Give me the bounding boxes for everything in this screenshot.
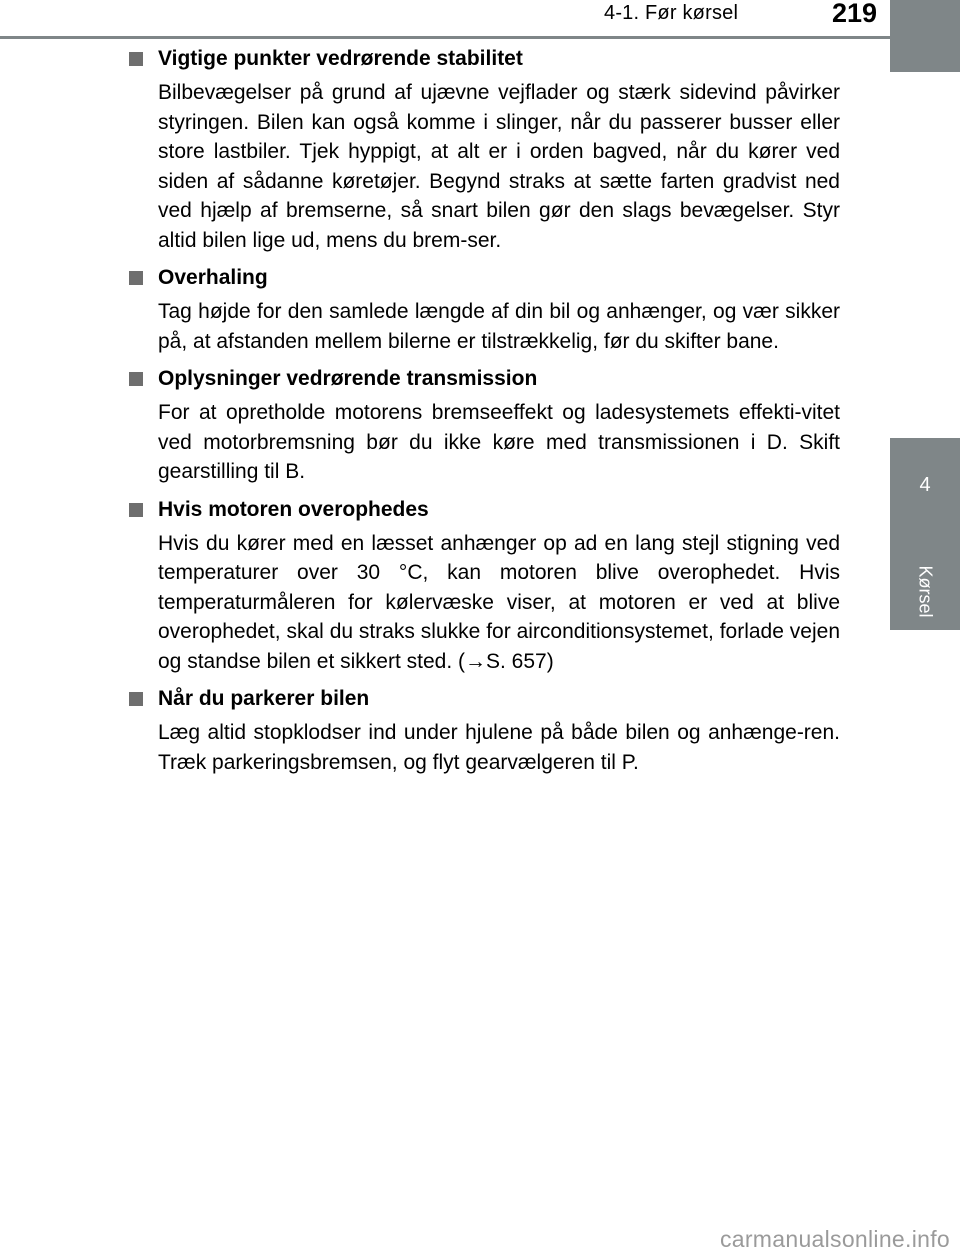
- section-body: Tag højde for den samlede længde af din bil og anhænger, og vær sikker på, at afstanden mellem bilerne er tilstrækkelig, før du skifter bane.: [158, 300, 840, 353]
- section-body: Bilbevægelser på grund af ujævne vejflader og stærk sidevind påvirker styringen. Bilen kan også komme i slinger, når du passerer busser eller store lastbiler. Tjek hyppigt, at alt er i orden bagved, når du kører ved siden af sådanne køretøjer. Begynd straks at sætte farten gradvist ned ved hjælp af bremserne, så snart bilen gør den slags bevægelser. Styr altid bilen lige ud, mens du brem-ser.: [158, 81, 840, 252]
- square-bullet-icon: [129, 52, 143, 66]
- section-heading-text: Overhaling: [158, 266, 268, 289]
- section-heading: [128, 263, 840, 293]
- section-body: For at opretholde motorens bremseeffekt og ladesystemets effekti-vitet ved motorbremsning bør du ikke køre med transmissionen i D. Skift gearstilling til B.: [158, 401, 840, 483]
- chapter-number: 4: [919, 474, 931, 496]
- square-bullet-icon: [129, 372, 143, 386]
- section-heading: [128, 684, 840, 714]
- section-heading: [128, 44, 840, 74]
- chapter-title-container: [899, 556, 951, 626]
- section-transmission: [128, 364, 840, 487]
- side-tab-top: [890, 0, 960, 72]
- section-overheating: [128, 495, 840, 677]
- square-bullet-icon: [129, 692, 143, 706]
- page-number: 219: [832, 0, 878, 28]
- header-divider: [0, 36, 890, 39]
- section-body: Hvis du kører med en læsset anhænger op ad en lang stejl stigning ved temperaturer over 30 °C, kan motoren blive overophedet. Hvis temperaturmåleren for kølervæske viser, at motoren er ved at blive overophedet, skal du straks slukke for airconditionsystemet, forlade vejen og standse bilen et sikkert sted. (→S. 657): [158, 531, 840, 673]
- section-heading-text: Oplysninger vedrørende transmission: [158, 367, 538, 390]
- square-bullet-icon: [129, 271, 143, 285]
- square-bullet-icon: [129, 503, 143, 517]
- section-heading: [128, 364, 840, 394]
- page-content: [128, 44, 840, 777]
- section-parking: [128, 684, 840, 777]
- footer-watermark: carmanualsonline.info: [719, 1226, 950, 1252]
- section-overtaking: [128, 263, 840, 356]
- section-stability: [128, 44, 840, 255]
- chapter-title: Kørsel: [915, 564, 936, 618]
- section-heading-text: Når du parkerer bilen: [158, 687, 370, 710]
- section-body: Læg altid stopklodser ind under hjulene på både bilen og anhænge-ren. Træk parkeringsbremsen, og flyt gearvælgeren til P.: [158, 721, 840, 774]
- header-section-title: 4-1. Før kørsel: [604, 2, 739, 24]
- section-heading-text: Vigtige punkter vedrørende stabilitet: [158, 47, 523, 70]
- section-heading-text: Hvis motoren overophedes: [158, 497, 429, 521]
- section-heading: [128, 495, 840, 525]
